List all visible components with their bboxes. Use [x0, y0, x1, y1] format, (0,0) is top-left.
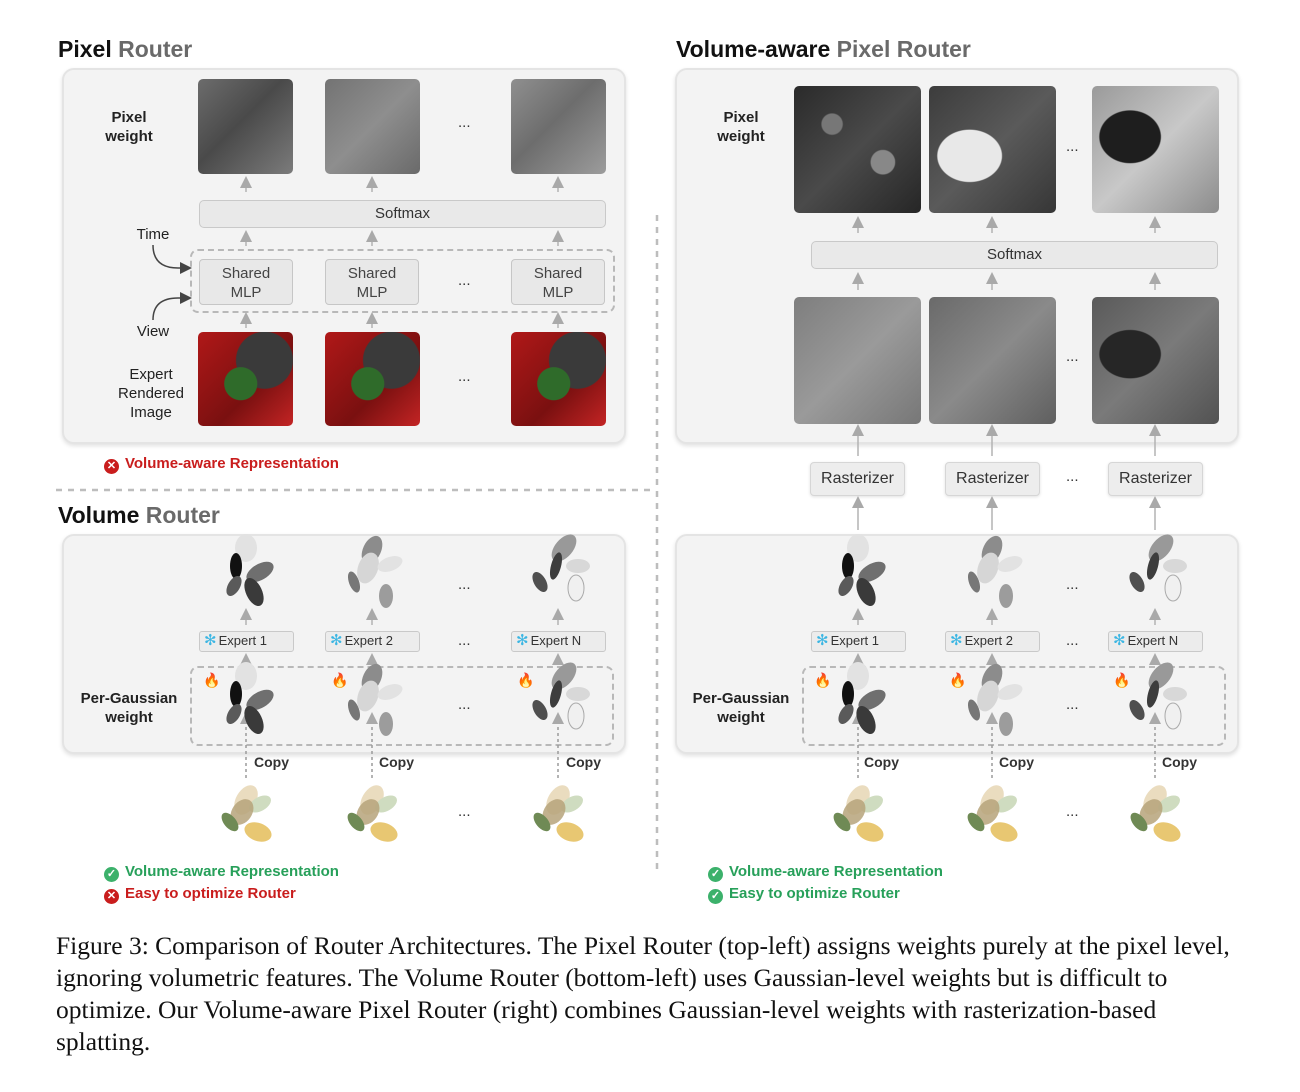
- per-gaussian-weight-n: [1126, 658, 1187, 729]
- ellipsis: ...: [458, 803, 471, 820]
- title-part-dark: Volume: [58, 502, 140, 528]
- per-gaussian-weight-n: [529, 658, 590, 729]
- expert-label: Expert 1: [218, 633, 267, 648]
- fire-icon: 🔥: [1113, 672, 1131, 688]
- figure-caption: Figure 3: Comparison of Router Architectures. The Pixel Router (top-left) assigns weights purely at the pixel level, ignoring volumetric features. The Volume Router (bottom-left) uses Gaussian-level weights but is difficult to optimize. Our Volume-aware Pixel Router (right) combines Gaussian-level weights with rasterization-based splatting.: [56, 931, 1230, 1056]
- snowflake-icon: ✻: [330, 632, 343, 649]
- colored-gaussians-n: [1127, 781, 1183, 845]
- status-text: Easy to optimize Router: [125, 885, 296, 902]
- gaussian-expert-2: [966, 533, 1025, 608]
- snowflake-icon: ✻: [204, 632, 217, 649]
- copy-label: Copy: [379, 754, 414, 770]
- colored-gaussians-1: [218, 781, 274, 845]
- fire-icon: 🔥: [203, 672, 221, 688]
- cross-circle-icon: ✕: [104, 889, 119, 904]
- snowflake-icon: ✻: [1113, 632, 1126, 649]
- shared-mlp-n: Shared MLP: [511, 259, 605, 305]
- colored-gaussians-1: [830, 781, 886, 845]
- ellipsis: ...: [458, 114, 471, 131]
- pixel-weight-label: Pixel weight: [717, 109, 765, 145]
- snowflake-icon: ✻: [950, 632, 963, 649]
- time-arrow: [153, 245, 186, 268]
- shared-mlp-1: Shared MLP: [199, 259, 293, 305]
- softmax-box: Softmax: [199, 200, 606, 228]
- per-gaussian-weight-label: Per-Gaussian weight: [692, 690, 790, 726]
- copy-arrows-left: [246, 718, 558, 778]
- expert-rendered-image-label: Expert Rendered Image: [118, 366, 184, 421]
- fire-icon: 🔥: [949, 672, 967, 688]
- per-gaussian-weight-2: [346, 661, 405, 736]
- per-gaussian-weight-2: [966, 661, 1025, 736]
- ellipsis: ...: [1066, 576, 1079, 593]
- volume-router-arrows: [246, 614, 558, 663]
- title-part-dark: Pixel: [58, 36, 112, 62]
- colored-gaussians-2: [964, 781, 1020, 845]
- ellipsis: ...: [458, 696, 471, 713]
- snowflake-icon: ✻: [516, 632, 529, 649]
- snowflake-icon: ✻: [816, 632, 829, 649]
- status-text: Easy to optimize Router: [729, 885, 900, 902]
- ellipsis: ...: [458, 272, 471, 289]
- view-arrow: [153, 298, 186, 320]
- ellipsis: ...: [458, 576, 471, 593]
- copy-label: Copy: [566, 754, 601, 770]
- colored-gaussians-n: [530, 781, 586, 845]
- shared-mlp-2: Shared MLP: [325, 259, 419, 305]
- per-gaussian-weight-label: Per-Gaussian weight: [80, 690, 178, 726]
- softmax-box: Softmax: [811, 241, 1218, 269]
- ellipsis: ...: [1066, 348, 1079, 365]
- rasterizer-n: Rasterizer: [1108, 462, 1203, 496]
- gaussian-expert-1: [835, 534, 889, 609]
- expert-label: Expert 1: [830, 633, 879, 648]
- copy-label: Copy: [999, 754, 1034, 770]
- pixel-router-arrows: [246, 182, 558, 328]
- check-circle-icon: ✓: [708, 889, 723, 904]
- rasterizer-1: Rasterizer: [810, 462, 905, 496]
- status-text: Volume-aware Representation: [125, 455, 339, 472]
- title-part-dark: Volume-aware: [676, 36, 831, 62]
- gaussian-expert-1: [223, 534, 277, 609]
- expert-label: Expert 2: [344, 633, 393, 648]
- fire-icon: 🔥: [517, 672, 535, 688]
- colored-gaussians-2: [344, 781, 400, 845]
- check-circle-icon: ✓: [104, 867, 119, 882]
- ellipsis: ...: [458, 632, 471, 649]
- fire-icon: 🔥: [814, 672, 832, 688]
- expert-label: Expert N: [530, 633, 582, 648]
- title-part-grey: Router: [145, 502, 220, 528]
- ellipsis: ...: [1066, 468, 1079, 485]
- time-label: Time: [136, 226, 170, 243]
- rasterizer-2: Rasterizer: [945, 462, 1040, 496]
- title-part-grey: Pixel Router: [836, 36, 971, 62]
- gaussian-expert-n: [1126, 530, 1187, 601]
- gaussian-expert-n: [529, 530, 590, 601]
- ellipsis: ...: [1066, 632, 1079, 649]
- ellipsis: ...: [1066, 138, 1079, 155]
- gaussian-expert-2: [346, 533, 405, 608]
- expert-label: Expert 2: [964, 633, 1013, 648]
- copy-label: Copy: [1162, 754, 1197, 770]
- fire-icon: 🔥: [331, 672, 349, 688]
- title-part-grey: Router: [118, 36, 193, 62]
- pixel-weight-label: Pixel weight: [105, 109, 153, 145]
- copy-label: Copy: [254, 754, 289, 770]
- status-text: Volume-aware Representation: [729, 863, 943, 880]
- cross-circle-icon: ✕: [104, 459, 119, 474]
- per-gaussian-weight-1: [835, 662, 889, 737]
- status-text: Volume-aware Representation: [125, 863, 339, 880]
- ellipsis: ...: [1066, 803, 1079, 820]
- ellipsis: ...: [1066, 696, 1079, 713]
- check-circle-icon: ✓: [708, 867, 723, 882]
- copy-label: Copy: [864, 754, 899, 770]
- ellipsis: ...: [458, 368, 471, 385]
- view-label: View: [136, 323, 170, 340]
- per-gaussian-weight-1: [223, 662, 277, 737]
- expert-label: Expert N: [1127, 633, 1179, 648]
